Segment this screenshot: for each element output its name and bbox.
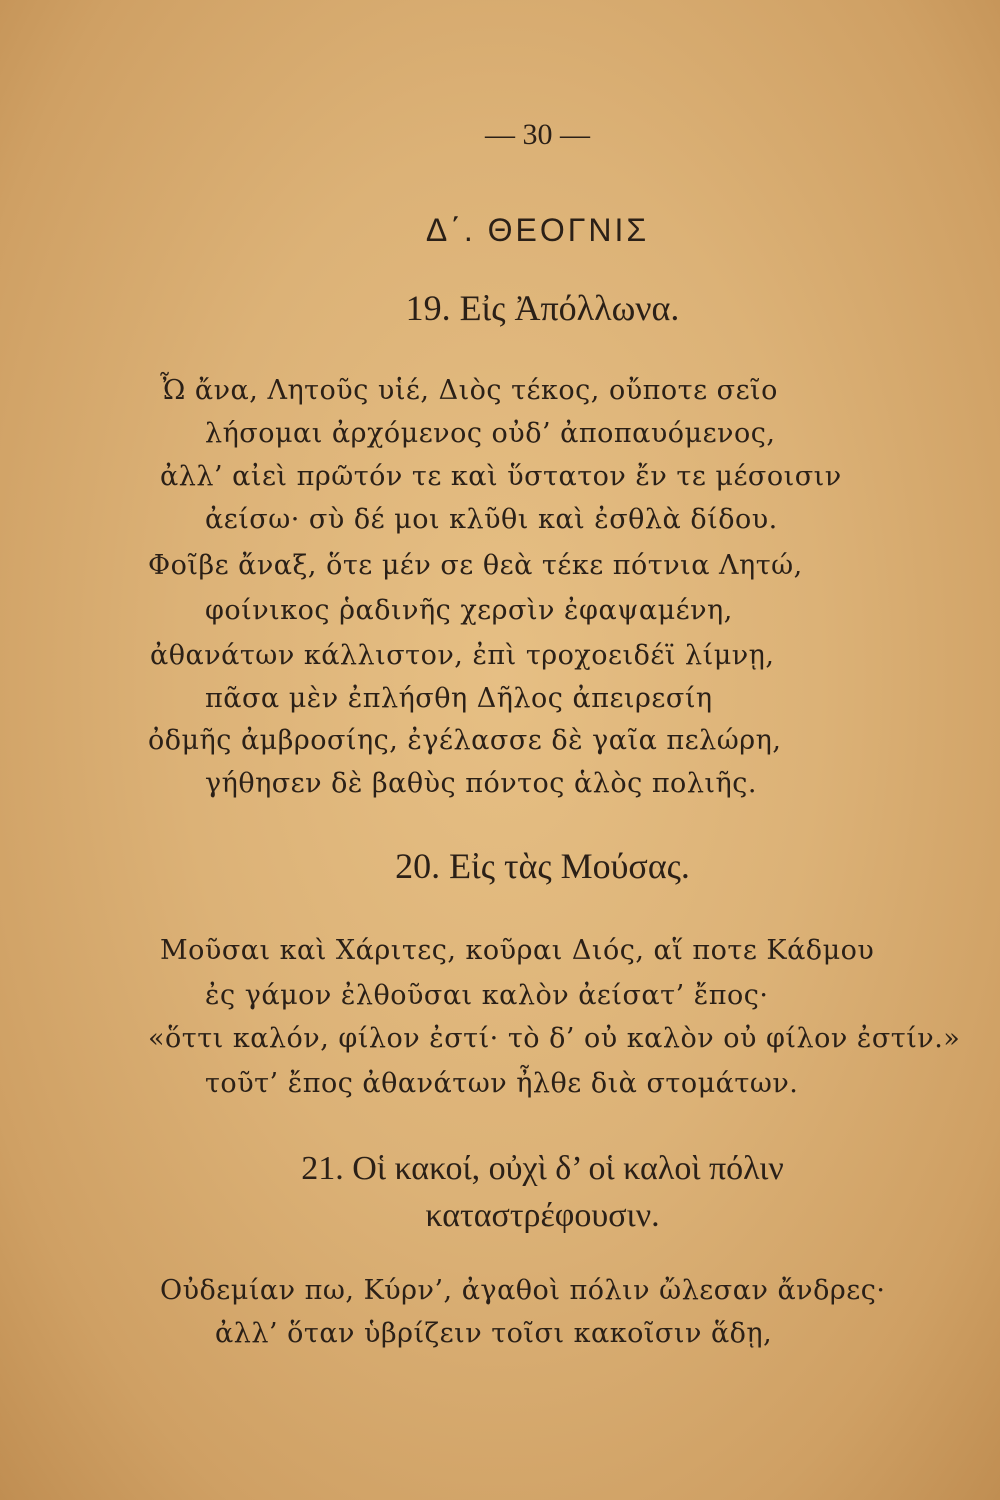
- poem-title-21-continued: καταστρέφουσιν.: [425, 1197, 660, 1234]
- poem-title-19: 19. Εἰς Ἀπόλλωνα.: [405, 288, 680, 328]
- poem-title-21: 21. Οἱ κακοί, οὐχὶ δ’ οἱ καλοὶ πόλιν: [301, 1150, 784, 1187]
- poem-line: ὀδμῆς ἀμβροσίης, ἐγέλασσε δὲ γαῖα πελώρη,: [148, 725, 782, 756]
- poem-line: γήθησεν δὲ βαθὺς πόντος ἁλὸς πολιῆς.: [205, 768, 757, 799]
- poem-title-20: 20. Εἰς τὰς Μούσας.: [395, 846, 690, 886]
- poem-line: τοῦτ’ ἔπος ἀθανάτων ἦλθε διὰ στομάτων.: [205, 1068, 799, 1099]
- poem-line: ἀθανάτων κάλλιστον, ἐπὶ τροχοειδέϊ λίμνῃ,: [150, 640, 775, 671]
- poem-line: «ὅττι καλόν, φίλον ἐστί· τὸ δ’ οὐ καλὸν οὐ φίλον ἐστίν.»: [148, 1023, 961, 1054]
- section-heading: Δ΄. ΘΕΟΓΝΙΣ: [425, 212, 650, 248]
- poem-line: πᾶσα μὲν ἐπλήσθη Δῆλος ἀπειρεσίη: [205, 683, 713, 714]
- poem-line: ἀλλ’ αἰεὶ πρῶτόν τε καὶ ὕστατον ἔν τε μέσοισιν: [160, 461, 842, 492]
- poem-line: ἀλλ’ ὅταν ὑβρίζειν τοῖσι κακοῖσιν ἅδῃ,: [215, 1318, 773, 1349]
- poem-line: Οὐδεμίαν πω, Κύρν’, ἀγαθοὶ πόλιν ὤλεσαν ἄνδρες·: [160, 1275, 886, 1306]
- poem-line: Μοῦσαι καὶ Χάριτες, κοῦραι Διός, αἵ ποτε Κάδμου: [160, 935, 875, 966]
- poem-line: Ὦ ἄνα, Λητοῦς υἱέ, Διὸς τέκος, οὔποτε σεῖο: [160, 375, 778, 406]
- poem-line: λήσομαι ἀρχόμενος οὐδ’ ἀποπαυόμενος,: [205, 418, 776, 449]
- poem-line: ἀείσω· σὺ δέ μοι κλῦθι καὶ ἐσθλὰ δίδου.: [205, 504, 778, 535]
- poem-line: Φοῖβε ἄναξ, ὅτε μέν σε θεὰ τέκε πότνια Λητώ,: [148, 550, 803, 581]
- page-number: — 30 —: [485, 118, 590, 151]
- poem-line: ἐς γάμον ἐλθοῦσαι καλὸν ἀείσατ’ ἔπος·: [205, 980, 769, 1011]
- poem-line: φοίνικος ῥαδινῆς χερσὶν ἐφαψαμένη,: [205, 595, 733, 626]
